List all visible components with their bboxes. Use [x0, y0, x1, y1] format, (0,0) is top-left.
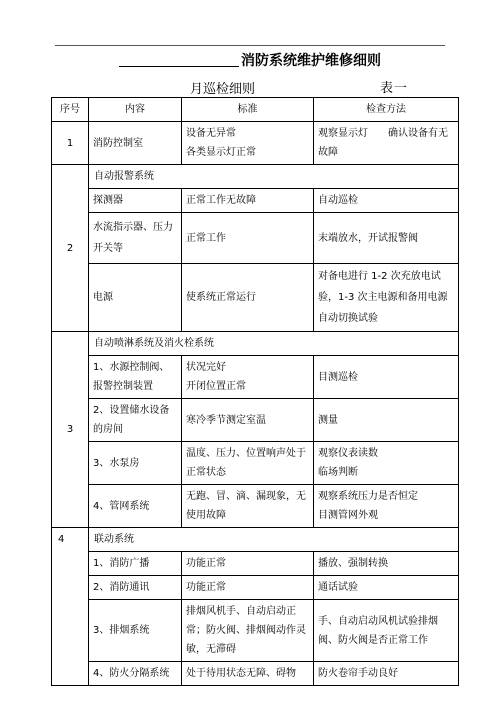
table-row [52, 600, 459, 662]
standard-cell: 功能正常 [182, 552, 314, 576]
content-cell: 4、防火分隔系统 [89, 662, 182, 686]
header-method: 检查方法 [314, 98, 459, 122]
method-cell: 通话试验 [314, 576, 459, 600]
standard-line: 状况完好 开闭位置正常 [186, 362, 246, 392]
header-content: 内容 [89, 98, 182, 122]
document-title [0, 50, 500, 70]
standard-line: 设备无异常 各类显示灯正常 [186, 128, 256, 158]
content-cell: 1、水源控制阀、报警控制装置 [89, 356, 182, 399]
standard-cell: 排烟风机手、自动启动正常；防火阀、排烟阀动作灵敏，无滞碍 [182, 600, 314, 662]
table-row [52, 356, 459, 399]
seq-cell: 1 [52, 122, 89, 165]
method-cell [314, 485, 459, 528]
method-cell: 自动巡检 [314, 189, 459, 213]
content-cell: 水流指示器、压力开关等 [89, 213, 182, 264]
content-cell: 4、管网系统 [89, 485, 182, 528]
content-cell: 2、设置储水设备的房间 [89, 399, 182, 442]
content-cell: 3、水泵房 [89, 442, 182, 485]
table-row [52, 399, 459, 442]
header-row [52, 98, 459, 122]
subtitle: 月巡检细则 [190, 82, 256, 97]
standard-cell [182, 122, 314, 165]
table-row [52, 213, 459, 264]
standard-cell: 使系统正常运行 [182, 264, 314, 332]
section-row [52, 528, 459, 552]
method-cell [314, 442, 459, 485]
inspection-table [51, 97, 459, 686]
header-seq: 序号 [52, 98, 89, 122]
section-row [52, 332, 459, 356]
table-row [52, 576, 459, 600]
table-row [52, 552, 459, 576]
method-line: 观察系统压力是否恒定 目测管网外观 [318, 491, 418, 521]
content-cell: 2、消防通讯 [89, 576, 182, 600]
content-cell: 电源 [89, 264, 182, 332]
section-title: 自动喷淋系统及消火栓系统 [89, 332, 459, 356]
header-standard: 标准 [182, 98, 314, 122]
table-label: 表一 [380, 81, 409, 96]
standard-cell: 处于待用状态无障、碍物 [182, 662, 314, 686]
table-row [52, 442, 459, 485]
standard-cell [182, 356, 314, 399]
content-cell: 探测器 [89, 189, 182, 213]
standard-cell: 正常工作无故障 [182, 189, 314, 213]
content-cell: 消防控制室 [89, 122, 182, 165]
method-cell: 观察显示灯 确认设备有无故障 [314, 122, 459, 165]
section-row [52, 165, 459, 189]
standard-cell: 正常工作 [182, 213, 314, 264]
table-row [52, 662, 459, 686]
method-line: 观察仪表读数 临场判断 [318, 448, 378, 478]
content-cell: 3、排烟系统 [89, 600, 182, 662]
section-title: 联动系统 [89, 528, 459, 552]
method-cell: 目测巡检 [314, 356, 459, 399]
method-cell: 手、自动启动风机试验排烟阀、防火阀是否正常工作 [314, 600, 459, 662]
top-rule [55, 45, 445, 46]
method-cell: 对备电进行 1-2 次充放电试验，1-3 次主电源和备用电源自动切换试验 [314, 264, 459, 332]
standard-cell: 功能正常 [182, 576, 314, 600]
table-row [52, 189, 459, 213]
table-row [52, 264, 459, 332]
standard-cell: 无跑、冒、滴、漏现象，无使用故障 [182, 485, 314, 528]
title-blank-underline [119, 53, 239, 67]
document-title-text: 消防系统维护维修细则 [241, 53, 381, 69]
table-row [52, 485, 459, 528]
section-title: 自动报警系统 [89, 165, 459, 189]
seq-cell: 3 [52, 332, 89, 528]
table-row [52, 122, 459, 165]
method-cell: 末端放水，开试报警阀 [314, 213, 459, 264]
seq-cell: 4 [52, 528, 89, 686]
seq-cell: 2 [52, 165, 89, 332]
standard-cell: 寒冷季节测定室温 [182, 399, 314, 442]
content-cell: 1、消防广播 [89, 552, 182, 576]
standard-cell: 温度、压力、位置响声处于正常状态 [182, 442, 314, 485]
method-cell: 测量 [314, 399, 459, 442]
method-cell: 防火卷帘手动良好 [314, 662, 459, 686]
method-cell: 播放、强制转换 [314, 552, 459, 576]
